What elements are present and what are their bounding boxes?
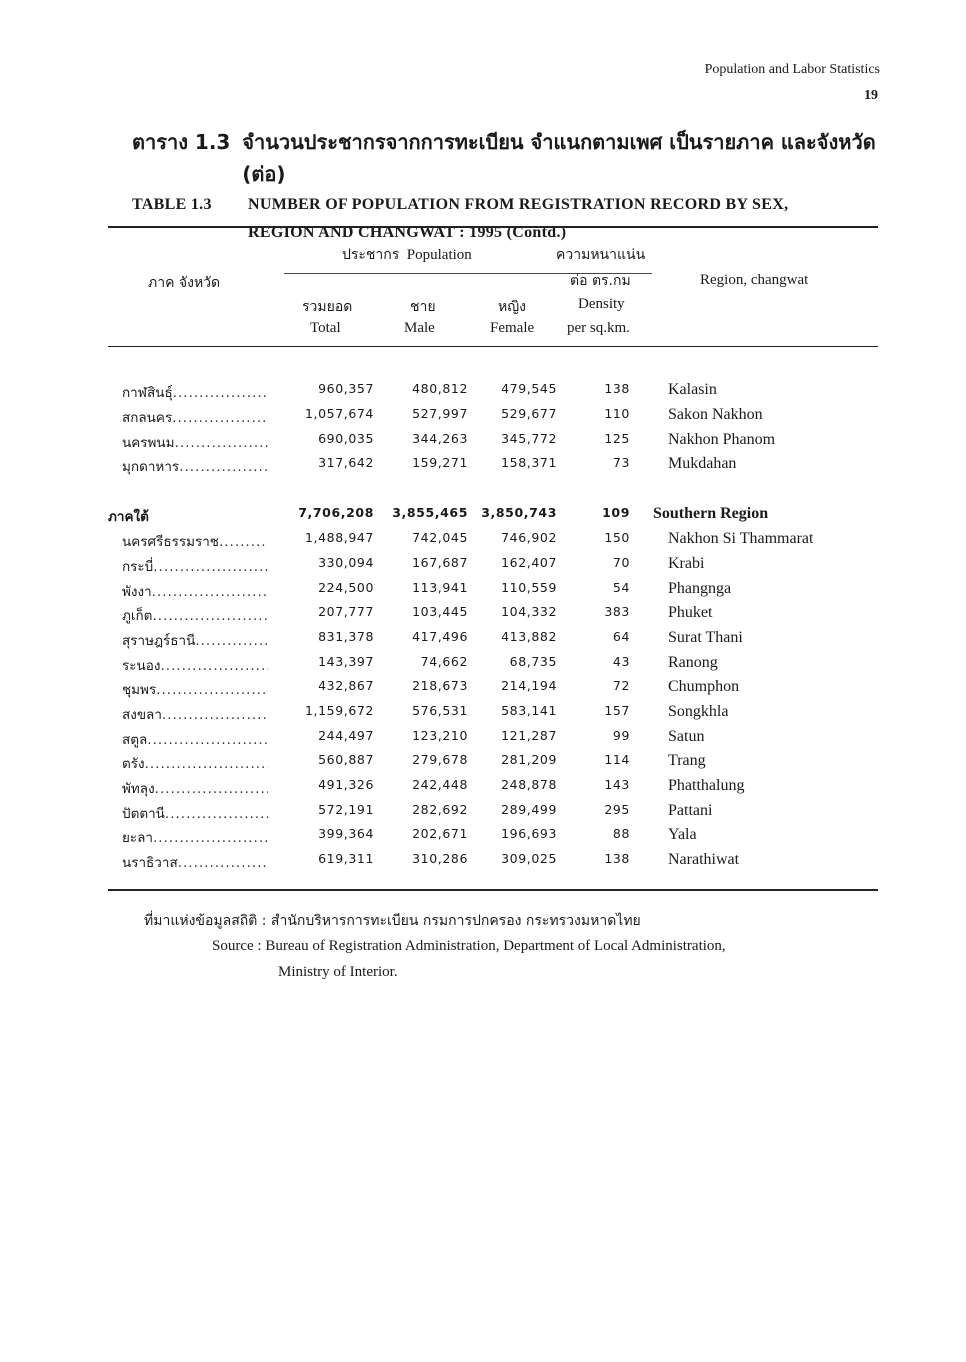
header-female-thai: หญิง (498, 299, 526, 315)
total-cell: 224,500 (318, 580, 374, 595)
changwat-english-cell: Yala (668, 826, 697, 843)
density-cell: 114 (604, 752, 630, 767)
header-density-thai-2: ต่อ ตร.กม (570, 273, 631, 289)
changwat-english-cell: Trang (668, 752, 706, 769)
female-cell: 196,693 (501, 826, 557, 841)
density-cell: 143 (604, 777, 630, 792)
caption-title-english-line2: REGION AND CHANGWAT : 1995 (Contd.) (248, 224, 567, 241)
density-cell: 73 (612, 455, 630, 470)
density-cell: 88 (612, 826, 630, 841)
header-density-thai-1: ความหนาแน่น (556, 247, 646, 263)
changwat-english-cell: Kalasin (668, 381, 717, 398)
total-cell: 560,887 (318, 752, 374, 767)
density-cell: 150 (604, 530, 630, 545)
table-row (0, 406, 966, 430)
changwat-english-cell: Phatthalung (668, 777, 745, 794)
male-cell: 527,997 (412, 406, 468, 421)
source-english-line2: Ministry of Interior. (278, 964, 398, 980)
density-cell: 110 (604, 406, 630, 421)
female-cell: 583,141 (501, 703, 557, 718)
female-cell: 214,194 (501, 678, 557, 693)
changwat-english-cell: Pattani (668, 802, 713, 819)
total-cell: 572,191 (318, 802, 374, 817)
male-cell: 218,673 (412, 678, 468, 693)
table-row (0, 381, 966, 405)
changwat-english-cell: Ranong (668, 654, 718, 671)
density-cell: 295 (604, 802, 630, 817)
total-cell: 1,488,947 (304, 530, 374, 545)
male-cell: 310,286 (412, 851, 468, 866)
female-cell: 121,287 (501, 728, 557, 743)
changwat-english-cell: Nakhon Si Thammarat (668, 530, 814, 547)
density-cell: 54 (612, 580, 630, 595)
header-population (342, 244, 472, 266)
female-cell: 68,735 (509, 654, 557, 669)
male-cell: 417,496 (412, 629, 468, 644)
changwat-thai-cell: ภูเก็ต ..... (122, 604, 268, 626)
total-cell: 207,777 (318, 604, 374, 619)
female-cell: 104,332 (501, 604, 557, 619)
changwat-english-cell: Narathiwat (668, 851, 740, 868)
header-region-english: Region, changwat (700, 272, 809, 288)
header-population-english: Population (406, 247, 472, 263)
density-cell: 383 (604, 604, 630, 619)
header-total-english: Total (310, 320, 341, 336)
changwat-english-cell: Phangnga (668, 580, 732, 597)
density-cell: 138 (604, 851, 630, 866)
page-number: 19 (864, 88, 878, 103)
changwat-english-cell: Krabi (668, 555, 705, 572)
changwat-english-cell: Mukdahan (668, 455, 737, 472)
male-cell: 742,045 (412, 530, 468, 545)
changwat-thai-cell: ภาคใต้ (108, 509, 149, 525)
male-cell: 480,812 (412, 381, 468, 396)
female-cell: 345,772 (501, 431, 557, 446)
table-row (0, 678, 966, 702)
table-row (0, 629, 966, 653)
male-cell: 103,445 (412, 604, 468, 619)
density-cell: 99 (612, 728, 630, 743)
changwat-thai-cell: สกลนคร ..... (122, 406, 268, 428)
female-cell: 162,407 (501, 555, 557, 570)
female-cell: 413,882 (501, 629, 557, 644)
changwat-english-cell: Satun (668, 728, 705, 745)
changwat-thai-cell: ชุมพร ..... (122, 678, 268, 700)
source-thai: ที่มาแห่งข้อมูลสถิติ : สำนักบริหารการทะเบียน กรมการปกครอง กระทรวงมหาดไทย (144, 913, 641, 929)
changwat-english-cell: Phuket (668, 604, 713, 621)
table-row (0, 826, 966, 850)
male-cell: 576,531 (412, 703, 468, 718)
table-row (0, 604, 966, 628)
total-cell: 831,378 (318, 629, 374, 644)
changwat-english-cell: Surat Thani (668, 629, 743, 646)
changwat-thai-cell: ตรัง ..... (122, 752, 268, 774)
table-row (0, 752, 966, 776)
header-total-thai: รวมยอด (302, 299, 353, 315)
table-caption (132, 126, 892, 242)
changwat-english-cell: Sakon Nakhon (668, 406, 763, 423)
changwat-thai-cell: สงขลา ..... (122, 703, 268, 725)
running-title: Population and Labor Statistics (704, 62, 880, 77)
table-row (0, 802, 966, 826)
total-cell: 1,159,672 (304, 703, 374, 718)
total-cell: 491,326 (318, 777, 374, 792)
female-cell: 110,559 (501, 580, 557, 595)
changwat-english-cell: Nakhon Phanom (668, 431, 776, 448)
changwat-thai-cell: สตูล ..... (122, 728, 268, 750)
density-cell: 43 (612, 654, 630, 669)
total-cell: 7,706,208 (298, 505, 374, 520)
table-row (0, 431, 966, 455)
male-cell: 202,671 (412, 826, 468, 841)
male-cell: 113,941 (412, 580, 468, 595)
male-cell: 242,448 (412, 777, 468, 792)
female-cell: 3,850,743 (481, 505, 557, 520)
female-cell: 746,902 (501, 530, 557, 545)
changwat-thai-cell: กระบี่ ..... (122, 555, 268, 577)
density-cell: 64 (612, 629, 630, 644)
header-male-english: Male (404, 320, 435, 336)
caption-label-thai: ตาราง 1.3 (132, 130, 231, 154)
male-cell: 167,687 (412, 555, 468, 570)
table-row (0, 654, 966, 678)
total-cell: 143,397 (318, 654, 374, 669)
total-cell: 399,364 (318, 826, 374, 841)
total-cell: 244,497 (318, 728, 374, 743)
male-cell: 159,271 (412, 455, 468, 470)
changwat-english-cell: Chumphon (668, 678, 740, 695)
caption-title-english: NUMBER OF POPULATION FROM REGISTRATION RECORD BY SEX, (248, 196, 789, 213)
table-row (0, 851, 966, 875)
header-density-english-1: Density (578, 296, 625, 312)
density-cell: 125 (604, 431, 630, 446)
source-english-line1: Bureau of Registration Administration, Department of Local Administration, (265, 938, 726, 954)
table-row (0, 580, 966, 604)
changwat-english-cell: Songkhla (668, 703, 729, 720)
caption-title-thai: จำนวนประชากรจากการทะเบียน จำแนกตามเพศ เป็นรายภาค และจังหวัด (ต่อ) (242, 130, 876, 186)
female-cell: 529,677 (501, 406, 557, 421)
header-density-english-2: per sq.km. (567, 320, 630, 336)
changwat-thai-cell: นครพนม ..... (122, 431, 268, 453)
changwat-thai-cell: พังงา ..... (122, 580, 268, 602)
source-label: Source : (212, 938, 262, 954)
male-cell: 344,263 (412, 431, 468, 446)
header-female-english: Female (490, 320, 535, 336)
table-row (0, 455, 966, 479)
female-cell: 309,025 (501, 851, 557, 866)
header-population-thai: ประชากร (342, 247, 400, 263)
total-cell: 1,057,674 (304, 406, 374, 421)
table-row (0, 777, 966, 801)
female-cell: 158,371 (501, 455, 557, 470)
density-cell: 72 (612, 678, 630, 693)
table-row (0, 555, 966, 579)
density-cell: 138 (604, 381, 630, 396)
caption-label-english: TABLE 1.3 (132, 196, 212, 213)
male-cell: 74,662 (420, 654, 468, 669)
changwat-thai-cell: ยะลา ..... (122, 826, 268, 848)
male-cell: 282,692 (412, 802, 468, 817)
table-row (0, 703, 966, 727)
total-cell: 960,357 (318, 381, 374, 396)
male-cell: 123,210 (412, 728, 468, 743)
source-english (212, 938, 726, 955)
table-row (0, 530, 966, 554)
total-cell: 690,035 (318, 431, 374, 446)
density-cell: 70 (612, 555, 630, 570)
changwat-english-cell: Southern Region (653, 505, 769, 522)
female-cell: 479,545 (501, 381, 557, 396)
changwat-thai-cell: สุราษฎร์ธานี ..... (122, 629, 268, 651)
table-top-rule (108, 226, 878, 228)
changwat-thai-cell: พัทลุง ..... (122, 777, 268, 799)
total-cell: 317,642 (318, 455, 374, 470)
changwat-thai-cell: มุกดาหาร ..... (122, 455, 268, 477)
changwat-thai-cell: นครศรีธรรมราช ..... (122, 530, 268, 552)
density-cell: 157 (604, 703, 630, 718)
female-cell: 248,878 (501, 777, 557, 792)
region-row (0, 505, 966, 529)
changwat-thai-cell: กาฬสินธุ์ ..... (122, 381, 268, 403)
changwat-thai-cell: ปัตตานี ..... (122, 802, 268, 824)
table-row (0, 728, 966, 752)
header-bottom-rule (108, 346, 878, 347)
total-cell: 432,867 (318, 678, 374, 693)
total-cell: 619,311 (318, 851, 374, 866)
total-cell: 330,094 (318, 555, 374, 570)
density-cell: 109 (602, 505, 630, 520)
header-region-thai: ภาค จังหวัด (148, 275, 221, 291)
male-cell: 279,678 (412, 752, 468, 767)
male-cell: 3,855,465 (392, 505, 468, 520)
changwat-thai-cell: ระนอง ..... (122, 654, 268, 676)
table-bottom-rule (108, 889, 878, 891)
header-male-thai: ชาย (410, 299, 436, 315)
female-cell: 289,499 (501, 802, 557, 817)
changwat-thai-cell: นราธิวาส ..... (122, 851, 268, 873)
female-cell: 281,209 (501, 752, 557, 767)
